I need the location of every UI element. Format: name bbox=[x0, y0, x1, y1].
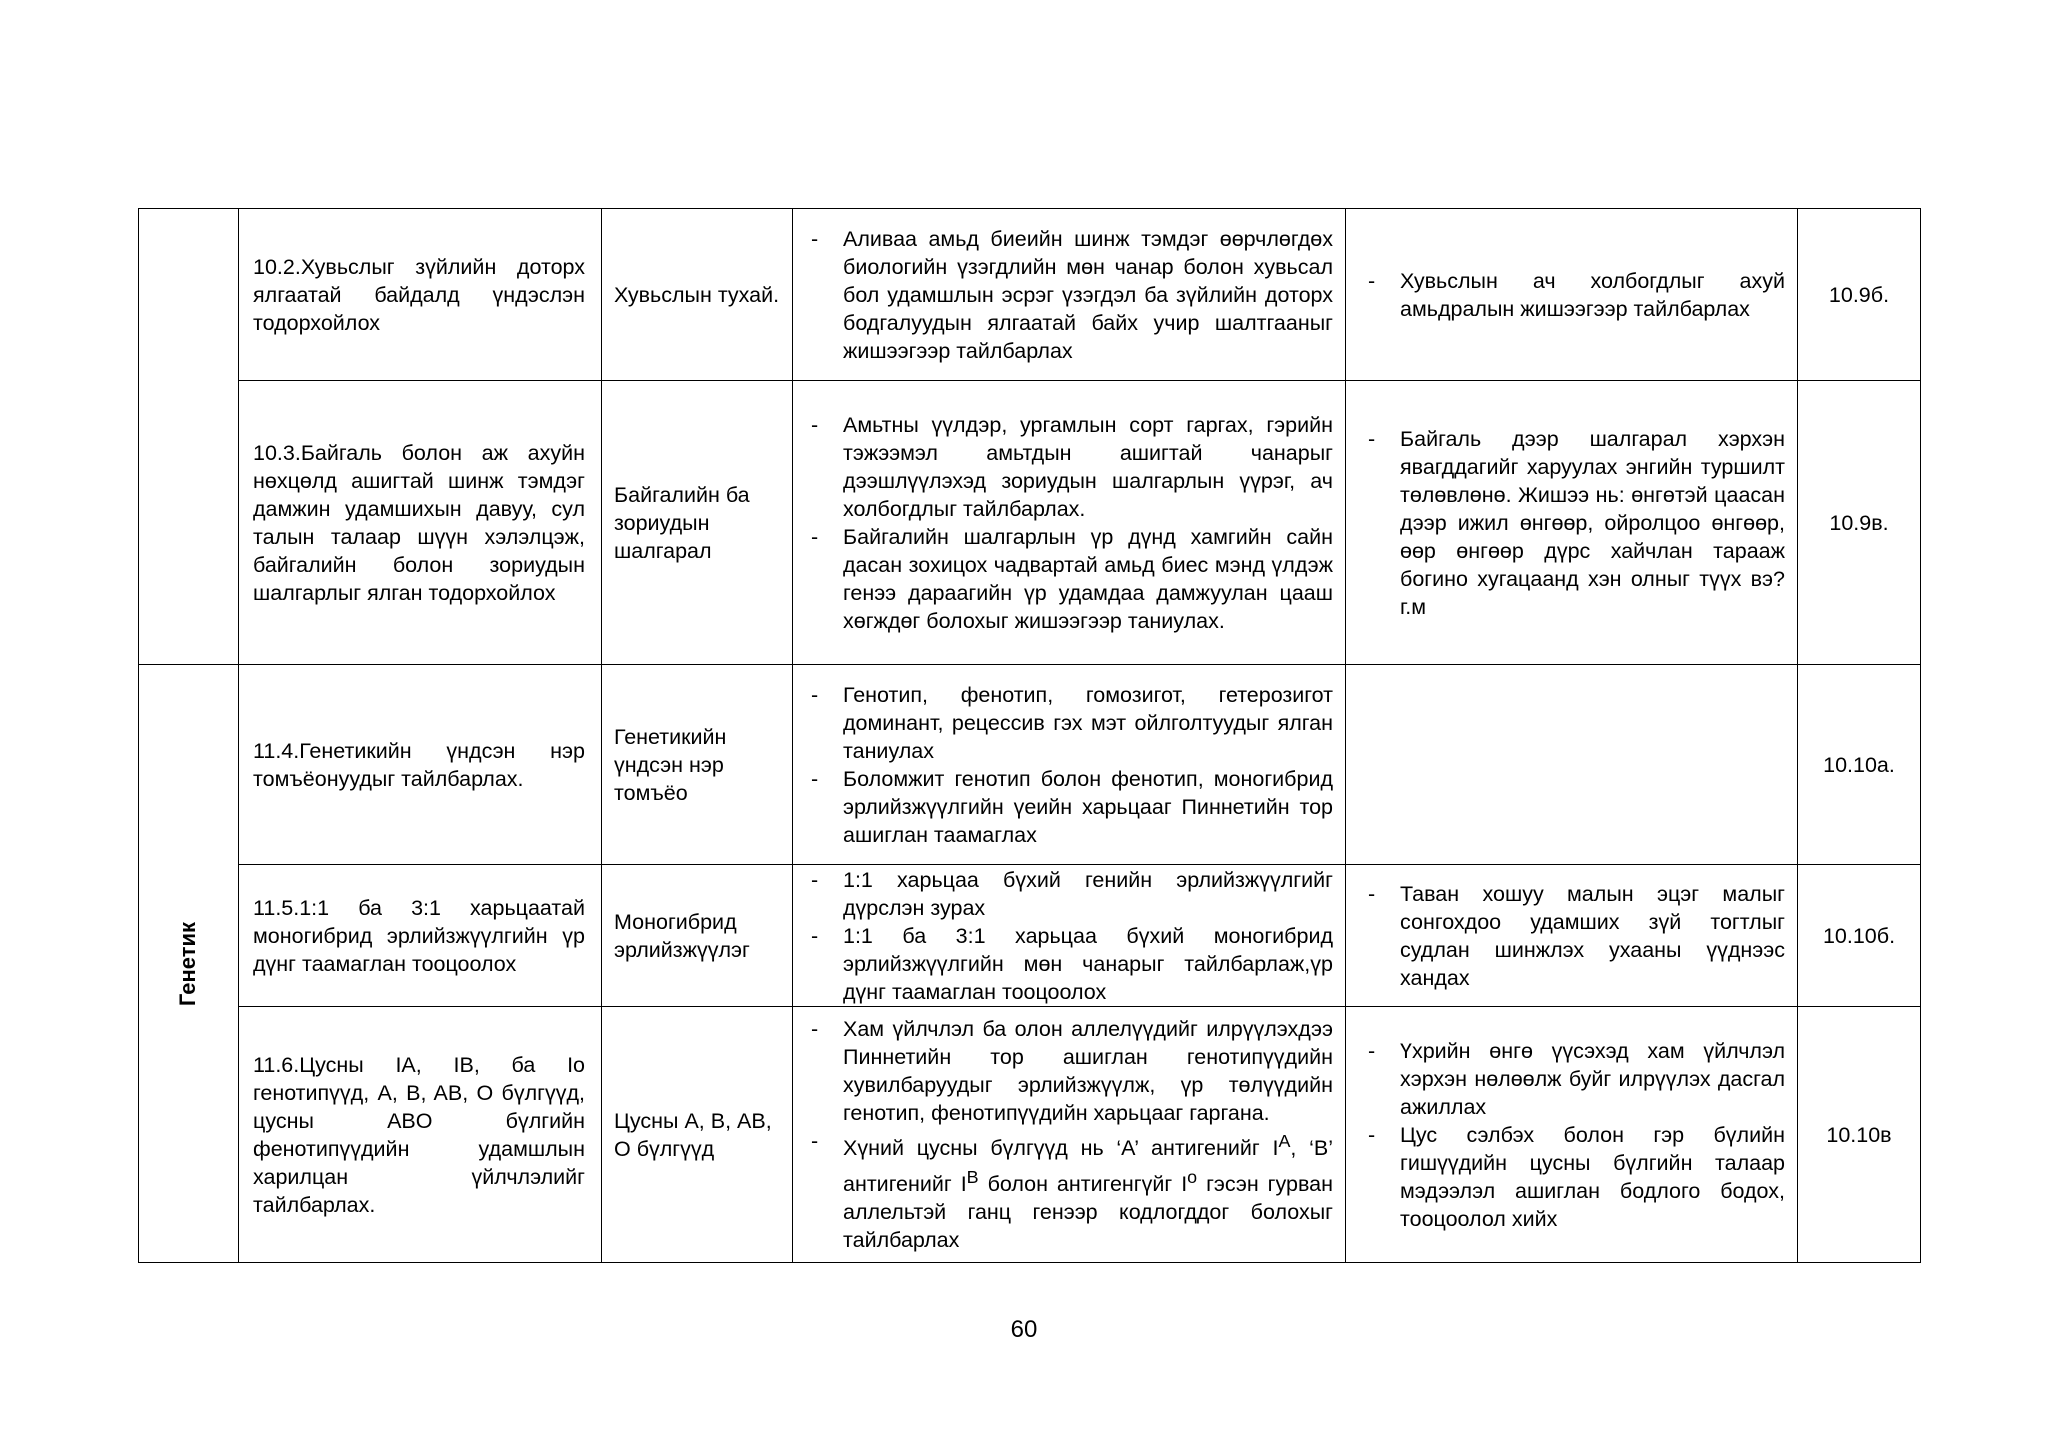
section-label: Генетик bbox=[175, 921, 201, 1006]
assessment-cell bbox=[1346, 1007, 1798, 1263]
code-cell: 10.10а. bbox=[1798, 665, 1921, 865]
topic-cell: Генетикийн үндсэн нэр томъёо bbox=[602, 665, 793, 865]
activity-item: - Амьтны үүлдэр, ургамлын сорт гаргах, гэрийн тэжээмэл амьтдын ашигтай чанарыг дээшлүүлэхэд зориудын шалгарлын үүрэг, ач холбогдлыг тайлбарлах. bbox=[803, 411, 1333, 523]
assessment-item: - Хувьслын ач холбогдлыг ахуй амьдралын жишээгээр тайлбарлах bbox=[1360, 267, 1785, 323]
code-cell: 10.10в bbox=[1798, 1007, 1921, 1263]
blood-text: , ‘В’ антигенийг I bbox=[843, 1136, 1334, 1196]
activity-item: - Аливаа амьд биеийн шинж тэмдэг өөрчлөгдөх биологийн үзэгдлийн мөн чанар болон хувьсал бол удамшлын эсрэг үзэгдэл ба зүйлийн доторх бодгалуудын ялгаатай байх учир шалтгааныг жишээгээр тайлбарлах bbox=[803, 225, 1333, 365]
code-cell: 10.9б. bbox=[1798, 209, 1921, 381]
objective-cell: 11.5.1:1 ба 3:1 харьцаатай моногибрид эрлийзжүүлгийн үр дүнг таамаглан тооцоолох bbox=[239, 865, 602, 1007]
code-cell: 10.10б. bbox=[1798, 865, 1921, 1007]
activities-cell bbox=[793, 1007, 1346, 1263]
activity-item: - Байгалийн шалгарлын үр дүнд хамгийн сайн дасан зохицох чадвартай амьд биес мэнд үлдэж генээ дараагийн үр удамдаа дамжуулан цааш хөгждөг болохыг жишээгээр таниулах. bbox=[803, 523, 1333, 635]
curriculum-table bbox=[138, 208, 1921, 1263]
assessment-item: - Үхрийн өнгө үүсэхэд хам үйлчлэл хэрхэн нөлөөлж буйг илрүүлэх дасгал ажиллах bbox=[1360, 1037, 1785, 1121]
table-row bbox=[139, 665, 1921, 865]
objective-cell: 11.6.Цусны IA, IB, ба Io генотипүүд, A, B, AB, O бүлгүүд, цусны ABO бүлгийн фенотипүүдийн удамшлын харилцан үйлчлэлийг тайлбарлах. bbox=[239, 1007, 602, 1263]
table-row bbox=[139, 1007, 1921, 1263]
activity-item: - 1:1 харьцаа бүхий генийн эрлийзжүүлгийг дүрслэн зурах bbox=[803, 866, 1333, 922]
activities-cell bbox=[793, 209, 1346, 381]
assessment-item: - Цус сэлбэх болон гэр бүлийн гишүүдийн цусны бүлгийн талаар мэдээлэл ашиглан бодлого бодох, тооцоолол хийх bbox=[1360, 1121, 1785, 1233]
topic-cell: Цусны А, В, АВ, О бүлгүүд bbox=[602, 1007, 793, 1263]
topic-cell: Байгалийн ба зориудын шалгарал bbox=[602, 381, 793, 665]
code-cell: 10.9в. bbox=[1798, 381, 1921, 665]
blood-text: болон антигенгүйг I bbox=[978, 1171, 1188, 1196]
assessment-cell bbox=[1346, 381, 1798, 665]
table-row bbox=[139, 381, 1921, 665]
activities-cell bbox=[793, 665, 1346, 865]
activity-item: - Хам үйлчлэл ба олон аллелүүдийг илрүүлэхдээ Пиннетийн тор ашиглан генотипүүдийн хувилбаруудыг эрлийзжүүлж, үр төлүүдийн генотип, фенотипүүдийн харьцааг гаргана. bbox=[803, 1015, 1333, 1127]
objective-cell: 10.2.Хувьслыг зүйлийн доторх ялгаатай байдалд үндэслэн тодорхойлох bbox=[239, 209, 602, 381]
blood-text: гэсэн гурван аллельтэй ганц генээр кодлогддог болохыг тайлбарлах bbox=[843, 1171, 1333, 1252]
activity-item: - Боломжит генотип болон фенотип, моногибрид эрлийзжүүлгийн үеийн харьцааг Пиннетийн тор ашиглан таамаглах bbox=[803, 765, 1333, 849]
activity-item-blood-groups bbox=[803, 1127, 1333, 1253]
table-row bbox=[139, 209, 1921, 381]
topic-cell: Хувьслын тухай. bbox=[602, 209, 793, 381]
table-row bbox=[139, 865, 1921, 1007]
objective-cell: 11.4.Генетикийн үндсэн нэр томъёонуудыг тайлбарлах. bbox=[239, 665, 602, 865]
objective-cell: 10.3.Байгаль болон аж ахуйн нөхцөлд ашигтай шинж тэмдэг дамжин удамшихын давуу, сул талын талаар шүүн хэлэлцэж, байгалийн болон зориудын шалгарлыг ялган тодорхойлох bbox=[239, 381, 602, 665]
assessment-cell bbox=[1346, 865, 1798, 1007]
topic-cell: Моногибрид эрлийзжүүлэг bbox=[602, 865, 793, 1007]
assessment-cell bbox=[1346, 665, 1798, 865]
assessment-cell bbox=[1346, 209, 1798, 381]
assessment-item: - Байгаль дээр шалгарал хэрхэн явагддагийг харуулах энгийн туршилт төлөвлөнө. Жишээ нь: өнгөтэй цаасан дээр ижил өнгөөр, ойролцоо өнгөөр, өөр өнгөөр дүрс хайчлан тарааж богино хугацаанд хэн олныг түүх вэ? г.м bbox=[1360, 425, 1785, 621]
page-number: 60 bbox=[1010, 1316, 1038, 1343]
section-cell bbox=[139, 209, 239, 665]
allele-superscript: o bbox=[1187, 1166, 1198, 1187]
activities-cell bbox=[793, 865, 1346, 1007]
activity-item: - Генотип, фенотип, гомозигот, гетерозигот доминант, рецессив гэх мэт ойлголтуудыг ялган таниулах bbox=[803, 681, 1333, 765]
allele-superscript: B bbox=[966, 1166, 979, 1187]
section-cell bbox=[139, 665, 239, 1263]
allele-superscript: A bbox=[1278, 1131, 1291, 1152]
blood-text: Хүний цусны бүлгүүд нь ‘А’ антигенийг I bbox=[843, 1136, 1279, 1161]
activity-item: - 1:1 ба 3:1 харьцаа бүхий моногибрид эрлийзжүүлгийн мөн чанарыг тайлбарлаж,үр дүнг таамаглан тооцоолох bbox=[803, 922, 1333, 1006]
assessment-item: - Таван хошуу малын эцэг малыг сонгохдоо удамших зүй тогтлыг судлан шинжлэх ухааны үүднээс хандах bbox=[1360, 880, 1785, 992]
activities-cell bbox=[793, 381, 1346, 665]
